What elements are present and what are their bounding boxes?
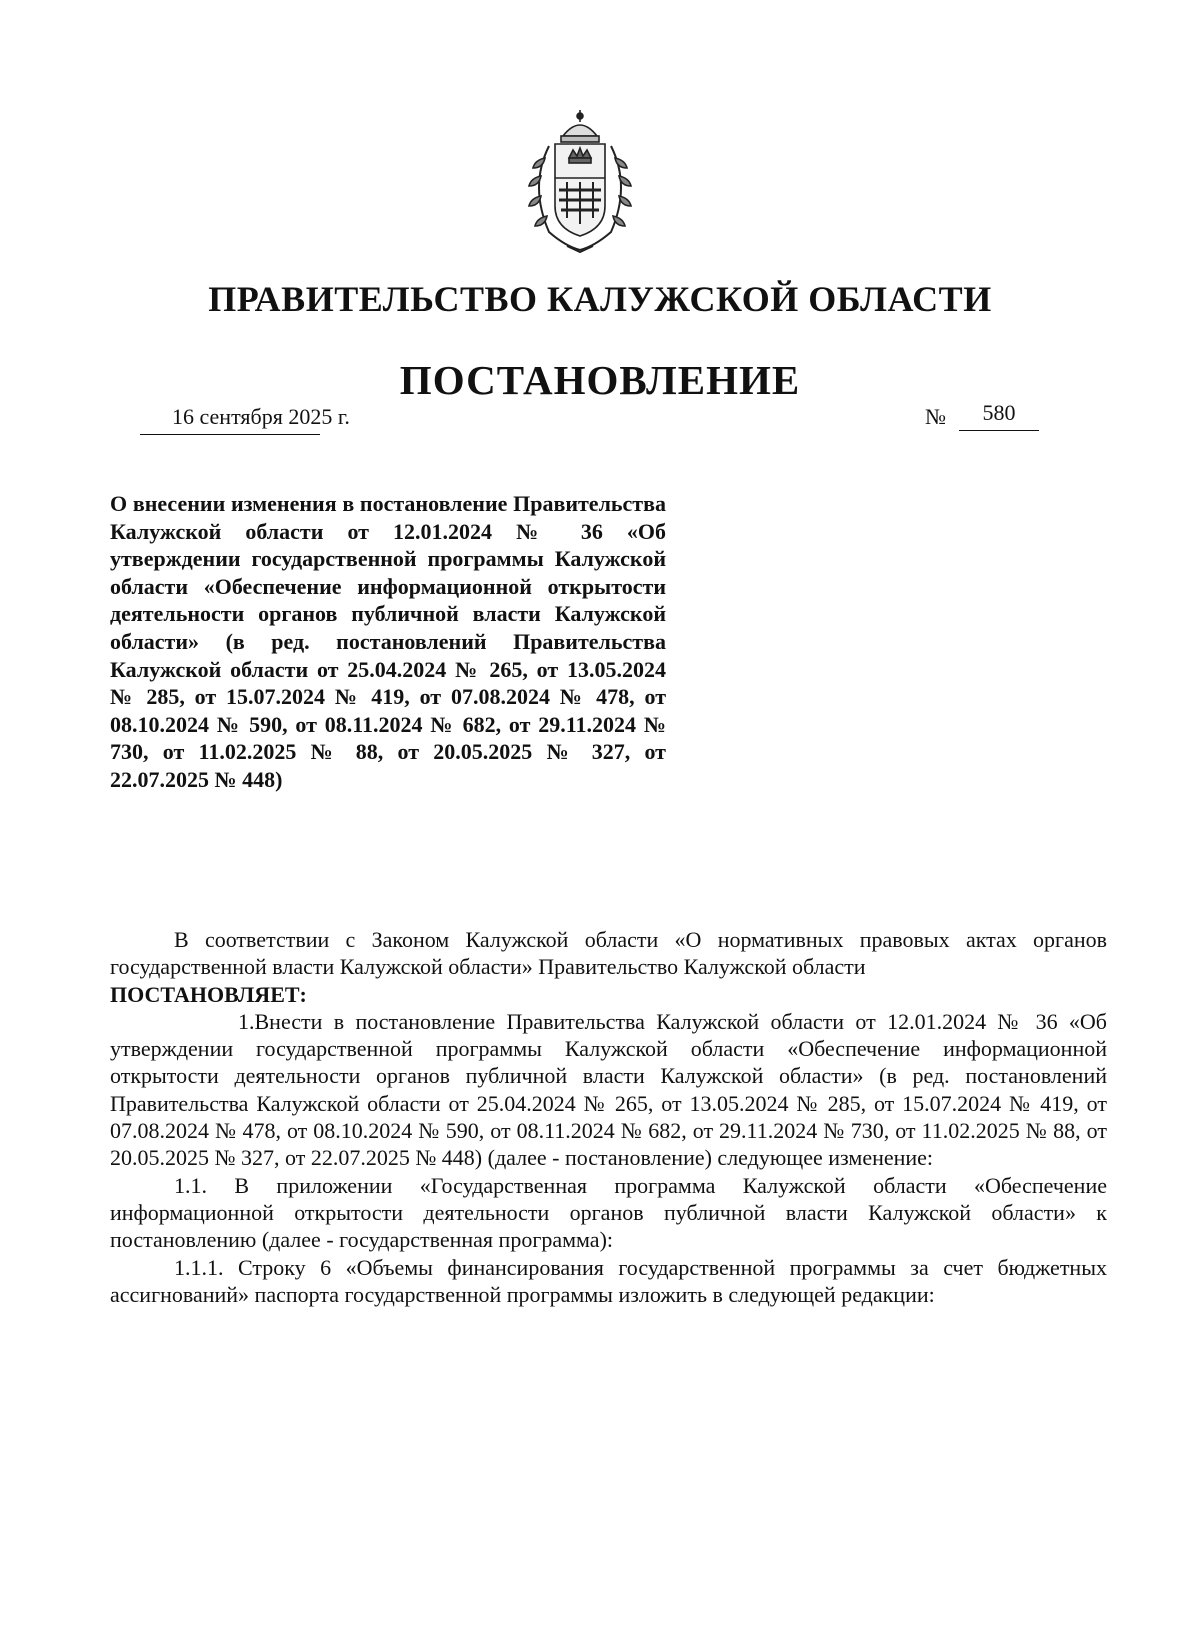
item-1-paragraph bbox=[110, 1008, 1107, 1172]
document-body bbox=[110, 926, 1107, 1308]
decree-word: ПОСТАНОВЛЯЕТ: bbox=[110, 981, 307, 1007]
item-1-1-1-text: 1.1.1. Строку 6 «Объемы финансирования государственной программы за счет бюджетных ассигнований» паспорта государственной программы изложить в следующей редакции: bbox=[110, 1254, 1107, 1307]
number-underline bbox=[959, 402, 1039, 431]
document-date-field bbox=[140, 404, 350, 435]
coat-of-arms-kaluga-icon bbox=[515, 106, 645, 256]
preamble-paragraph bbox=[110, 926, 1107, 981]
number-sign: № bbox=[925, 404, 946, 429]
item-1-text: Внести в постановление Правительства Калужской области от 12.01.2024 № 36 «Об утверждении государственной программы Калужской области «Обеспечение информационной открытости деятельности органов публичной власти Калужской области» (в ред. постановлений Правительства Калужской области от 25.04.2024 № 265, от 13.05.2024 № 285, от 15.07.2024 № 419, от 07.08.2024 № 478, от 08.10.2024 № 590, от 08.11.2024 № 682, от 29.11.2024 № 730, от 11.02.2025 № 88, от 20.05.2025 № 327, от 22.07.2025 № 448) (далее - постановление) следующее изменение: bbox=[110, 1008, 1107, 1171]
document-type-heading: ПОСТАНОВЛЕНИЕ bbox=[399, 357, 801, 403]
item-1-1-text: 1.1. В приложении «Государственная программа Калужской области «Обеспечение информационной открытости деятельности органов публичной власти Калужской области» к постановлению (далее - государственная программа): bbox=[110, 1172, 1107, 1253]
document-number: 580 bbox=[982, 400, 1016, 425]
document-date: 16 сентября 2025 г. bbox=[172, 404, 350, 429]
item-1-1-1-paragraph bbox=[110, 1254, 1107, 1309]
document-subject: О внесении изменения в постановление Правительства Калужской области от 12.01.2024 № 36 «Об утверждении государственной программы Калужской области «Обеспечение информационной открытости деятельности органов публичной власти Калужской области» (в ред. постановлений Правительства Калужской области от 25.04.2024 № 265, от 13.05.2024 № 285, от 15.07.2024 № 419, от 07.08.2024 № 478, от 08.10.2024 № 590, от 08.11.2024 № 682, от 29.11.2024 № 730, от 11.02.2025 № 88, от 20.05.2025 № 327, от 22.07.2025 № 448) bbox=[110, 491, 666, 792]
preamble-text: В соответствии с Законом Калужской области «О нормативных правовых актах органов государственной власти Калужской области» Правительство Калужской области bbox=[110, 927, 1107, 980]
item-1-1-paragraph bbox=[110, 1172, 1107, 1254]
organization-title: ПРАВИТЕЛЬСТВО КАЛУЖСКОЙ ОБЛАСТИ bbox=[208, 279, 992, 319]
item-1-number: 1. bbox=[238, 1008, 255, 1034]
